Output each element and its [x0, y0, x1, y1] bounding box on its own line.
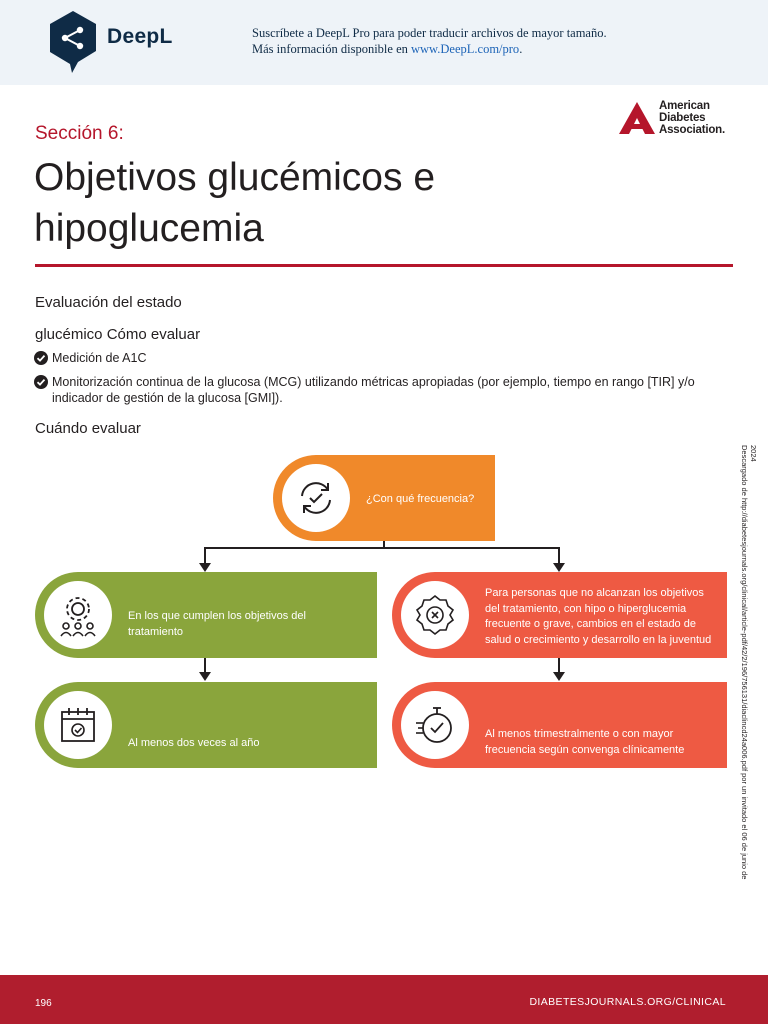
icon-badge [401, 581, 469, 649]
download-note [736, 445, 762, 885]
journal-url[interactable]: DIABETESJOURNALS.ORG/CLINICAL [529, 996, 726, 1008]
bullet-text: Monitorización continua de la glucosa (MCG) utilizando métricas apropiadas (por ejemplo, tiempo en rango [TIR] y/o indicador de gestión de la glucosa [GMI]). [52, 375, 695, 405]
icon-badge [401, 691, 469, 759]
arrow-down-icon [199, 672, 211, 681]
flow-right-condition-box [392, 572, 727, 658]
section-label: Sección 6: [35, 123, 124, 144]
check-circle-icon [34, 375, 48, 389]
page-footer [0, 975, 768, 1024]
flow-root-text: ¿Con qué frecuencia? [366, 493, 475, 505]
bullet-item [34, 374, 739, 406]
arrow-down-icon [199, 563, 211, 572]
icon-badge [44, 581, 112, 649]
connector-line [204, 547, 206, 564]
flow-left-condition-text: En los que cumplen los objetivos del tratamiento [128, 610, 306, 638]
warning-badge-icon [413, 593, 457, 637]
ada-line-3: Association. [659, 124, 725, 136]
icon-badge [282, 464, 350, 532]
download-note-line: 2024 [749, 445, 758, 462]
flow-right-result-text: Al menos trimestralmente o con mayor frecuencia según convenga clínicamente [485, 728, 685, 756]
icon-badge [44, 691, 112, 759]
flow-right-result-box [392, 682, 727, 768]
deepl-pro-link[interactable]: www.DeepL.com/pro [411, 42, 520, 56]
banner-message [252, 25, 607, 57]
banner-line-2-suffix: . [519, 42, 523, 56]
download-note-text [740, 445, 758, 879]
flow-right-condition-text: Para personas que no alcanzan los objetivos del tratamiento, con hipo o hiperglucemia frecuente o grave, cambios en el estado de salud o crecimiento y desarrollo en la juventud [485, 587, 712, 646]
connector-line [558, 547, 560, 564]
check-circle-icon [34, 351, 48, 365]
banner-line-1: Suscríbete a DeepL Pro para poder traducir archivos de mayor tamaño. [252, 26, 607, 40]
banner-line-2-prefix: Más información disponible en [252, 42, 411, 56]
connector-line [558, 658, 560, 672]
flow-root-box [273, 455, 495, 541]
bullet-text: Medición de A1C [52, 351, 147, 365]
banner-line-2 [252, 41, 607, 57]
deepl-logo-icon [48, 10, 98, 74]
connector-line [204, 547, 560, 549]
bullet-item [34, 350, 739, 366]
heading-when-to-evaluate: Cuándo evaluar [35, 420, 141, 437]
download-note-line: Descargado de http://diabetesjournals.org/clinical/article-pdf/42/2/196/756131/diaclincd24a006.pdf por un invitado el 06 de junio de [740, 445, 749, 880]
calendar-check-icon [56, 703, 100, 747]
gear-people-icon [56, 593, 100, 637]
title-divider [35, 264, 733, 267]
heading-evaluation: Evaluación del estado [35, 294, 182, 311]
deepl-banner [0, 0, 768, 85]
arrow-down-icon [553, 563, 565, 572]
flow-left-condition-box [35, 572, 377, 658]
heading-how-to-evaluate: glucémico Cómo evaluar [35, 326, 201, 343]
ada-logo [617, 100, 735, 140]
page-title: Objetivos glucémicos e hipoglucemia [34, 156, 436, 250]
flow-left-result-text: Al menos dos veces al año [128, 737, 260, 749]
ada-line-2: Diabetes [659, 112, 706, 124]
stopwatch-check-icon [413, 703, 457, 747]
arrow-down-icon [553, 672, 565, 681]
deepl-wordmark: DeepL [107, 25, 173, 48]
flow-left-result-box [35, 682, 377, 768]
ada-wordmark [659, 100, 725, 136]
page-number: 196 [35, 998, 52, 1009]
ada-line-1: American [659, 100, 710, 112]
refresh-cycle-icon [294, 476, 338, 520]
ada-triangle-icon [617, 100, 657, 136]
connector-line [204, 658, 206, 672]
